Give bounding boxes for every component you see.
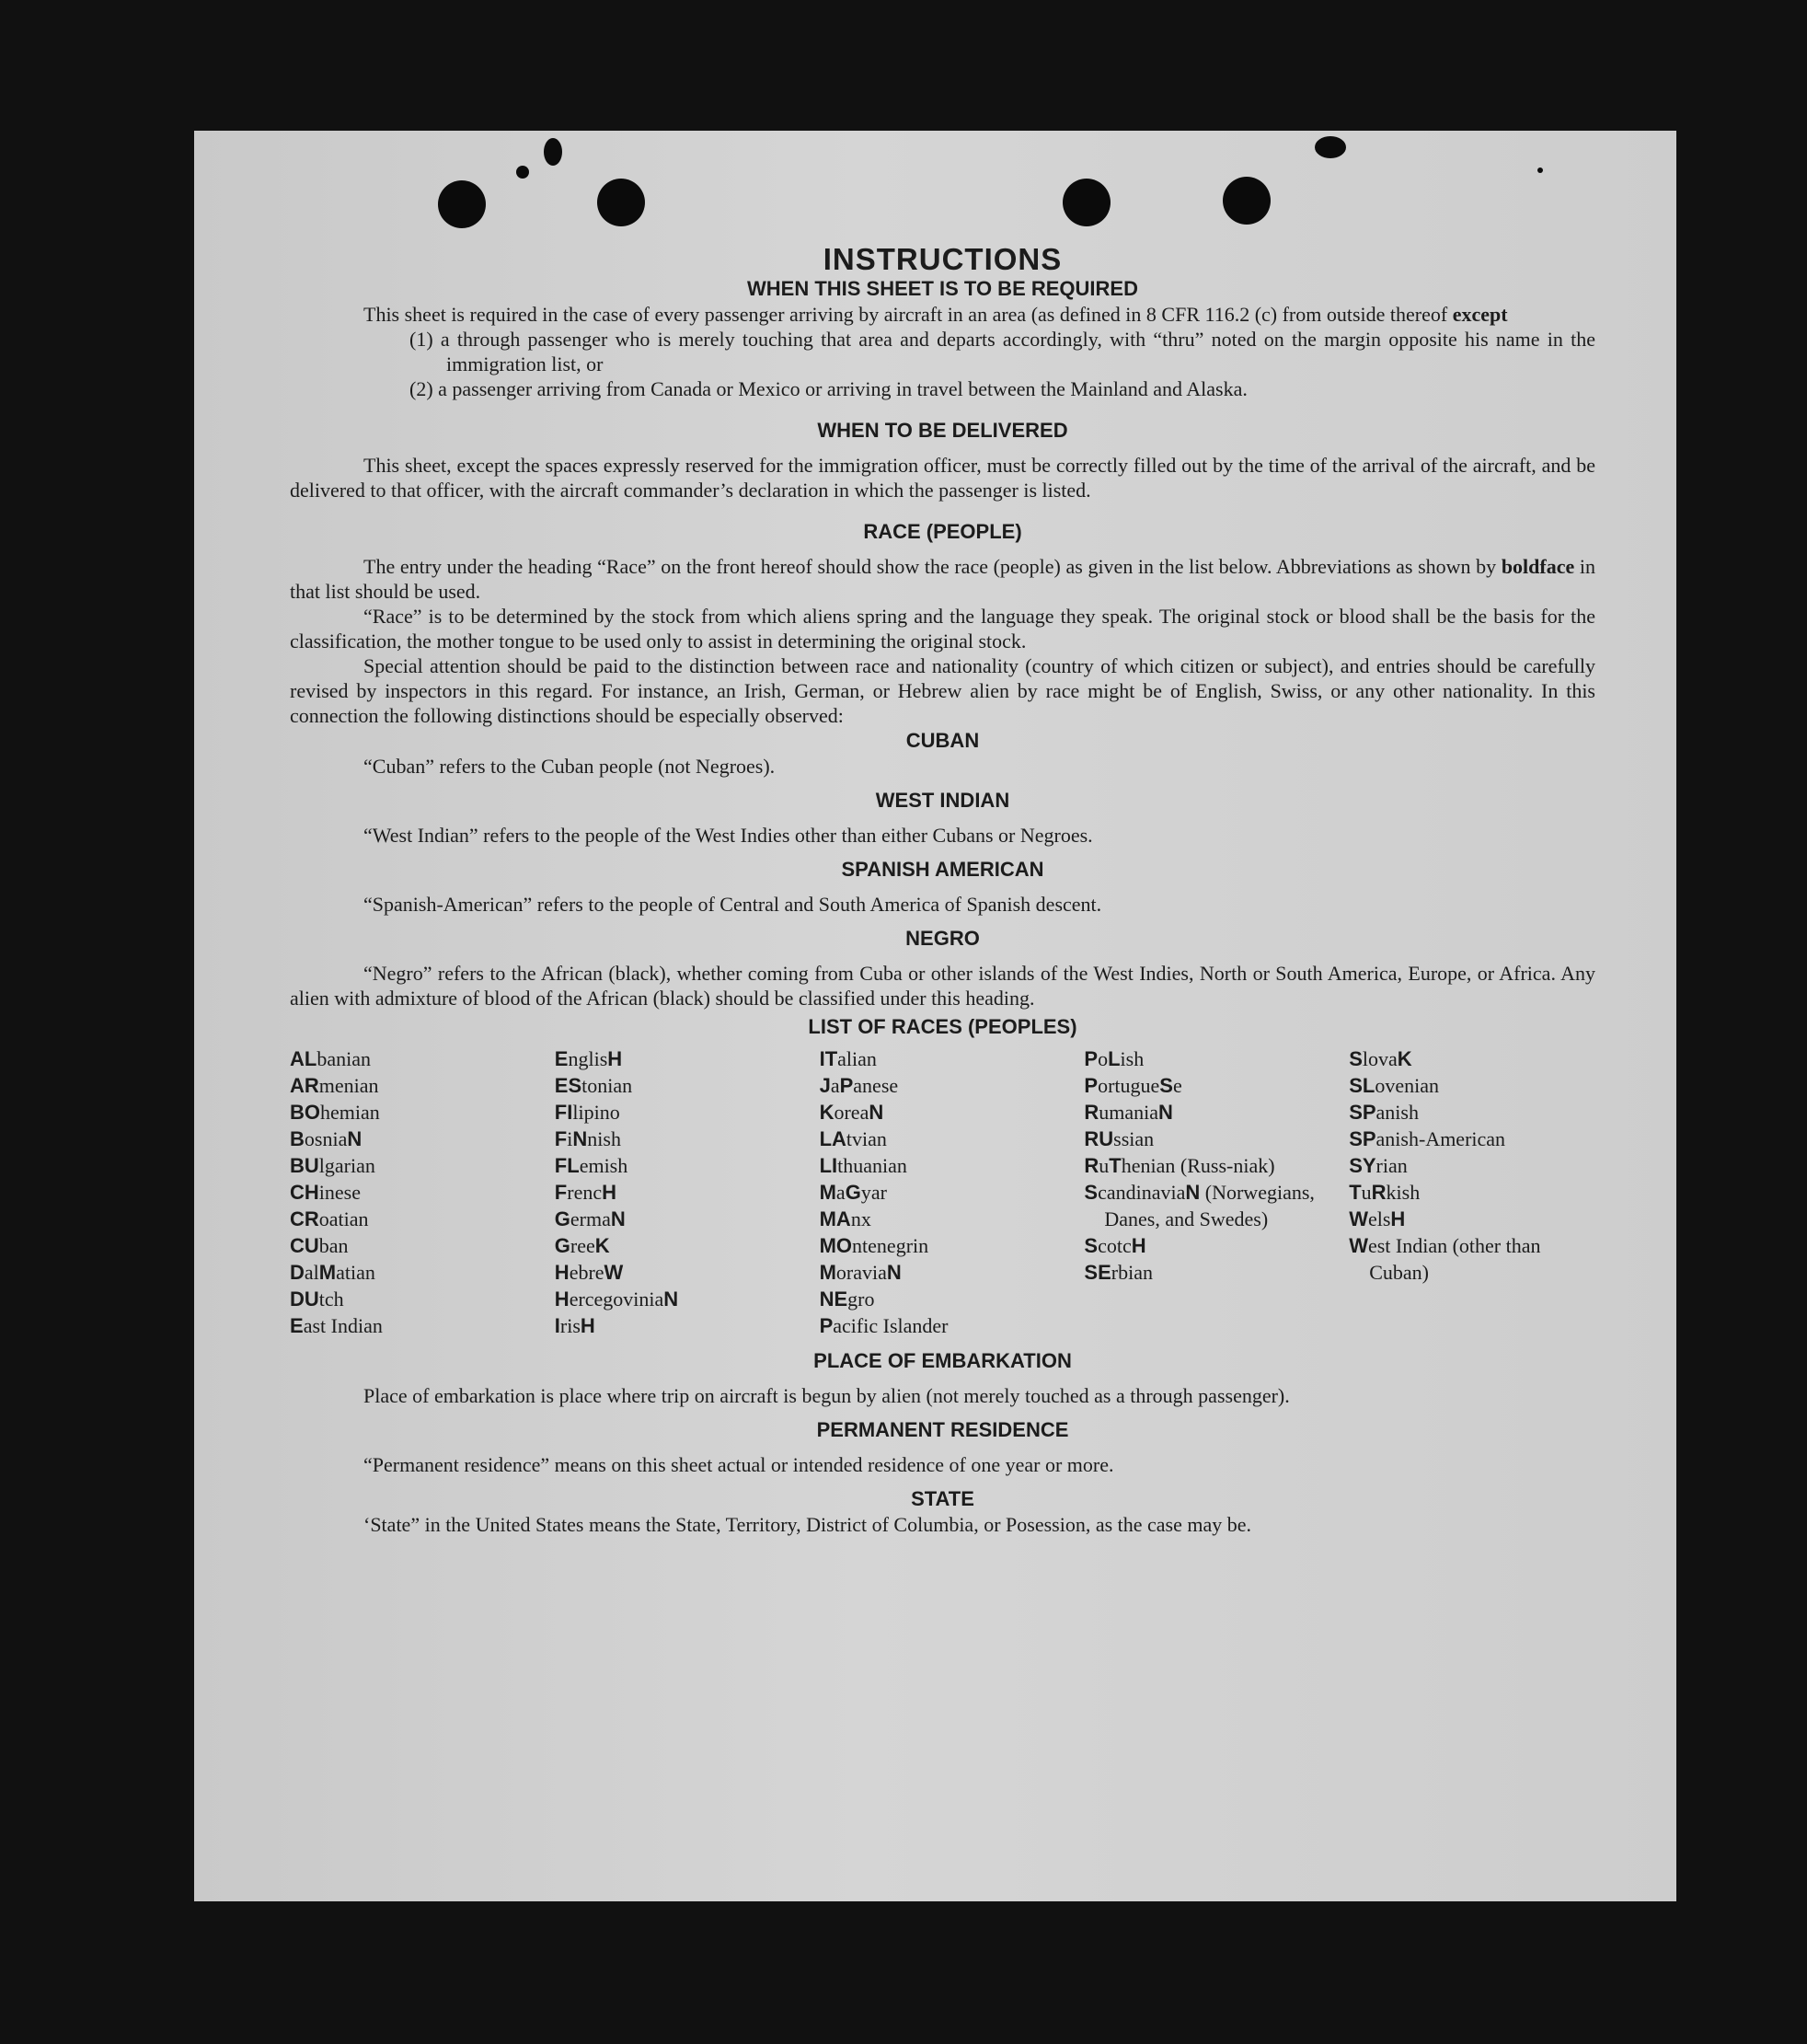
race-entry: GreeK — [554, 1234, 610, 1257]
race-entry: CRoatian — [290, 1207, 369, 1230]
race-entry: SLovenian — [1349, 1074, 1439, 1097]
paragraph: “West Indian” refers to the people of the West Indies other than either Cubans or Negroes. — [363, 824, 1093, 847]
page-title: INSTRUCTIONS — [823, 242, 1063, 276]
section-title: NEGRO — [905, 927, 980, 950]
race-entry: EStonian — [554, 1074, 633, 1097]
punch-hole — [1223, 177, 1271, 225]
exception-item: (2) a passenger arriving from Canada or Mexico or arriving in travel between the Mainland and Alaska. — [409, 377, 1248, 400]
race-entry: DUtch — [290, 1288, 344, 1311]
ink-speck — [544, 138, 562, 166]
paragraph: Place of embarkation is place where trip on aircraft is begun by alien (not merely touched as a through passenger). — [363, 1384, 1290, 1407]
section-when-delivered — [290, 418, 1595, 502]
section-west-indian — [290, 788, 1595, 848]
document-sheet — [194, 131, 1676, 1901]
section-title: STATE — [911, 1487, 974, 1510]
race-entry: DalMatian — [290, 1261, 375, 1284]
race-entry: KoreaN — [819, 1101, 884, 1124]
ink-speck — [516, 166, 529, 179]
exception-item: (1) a through passenger who is merely touching that area and departs accordingly, with “thru” noted on the margin opposite his name in the immigration list, or — [409, 328, 1595, 375]
paragraph: The entry under the heading “Race” on the front hereof should show the race (people) as given in the list below. Abbreviations as shown by boldface in that list should be used. — [290, 555, 1596, 603]
races-list — [290, 1045, 1595, 1339]
race-entry: MAnx — [819, 1207, 871, 1230]
race-entry: PortugueSe — [1084, 1074, 1182, 1097]
race-entry: Pacific Islander — [819, 1314, 949, 1337]
intro-paragraph: This sheet is required in the case of every passenger arriving by aircraft in an area (as defined in 8 CFR 116.2 (c) from outside thereof except — [363, 303, 1508, 326]
race-entry: WelsH — [1349, 1207, 1406, 1230]
races-column — [290, 1045, 536, 1339]
race-entry: ARmenian — [290, 1074, 379, 1097]
section-title: PERMANENT RESIDENCE — [816, 1418, 1069, 1441]
race-entry: EnglisH — [554, 1047, 623, 1070]
paragraph: “Race” is to be determined by the stock from which aliens spring and the language they speak. The original stock or blood shall be the basis for the classification, the mother tongue to be used only to assist in determining the original stock. — [290, 605, 1595, 652]
section-title: CUBAN — [905, 729, 980, 752]
race-entry: RuThenian (Russ-niak) — [1084, 1154, 1275, 1177]
ink-speck — [1537, 167, 1543, 173]
section-permanent-residence — [290, 1417, 1595, 1477]
section-title: RACE (PEOPLE) — [863, 520, 1022, 543]
punch-hole — [438, 180, 486, 228]
race-entry: ITalian — [819, 1047, 877, 1070]
race-entry: SPanish — [1349, 1101, 1419, 1124]
section-state — [290, 1486, 1595, 1537]
races-column — [555, 1045, 801, 1339]
race-entry: HercegoviniaN — [554, 1288, 679, 1311]
instructions-content — [290, 243, 1595, 1537]
race-entry: HebreW — [554, 1261, 624, 1284]
race-entry: ALbanian — [290, 1047, 371, 1070]
section-negro — [290, 926, 1595, 1010]
races-column — [820, 1045, 1066, 1339]
race-entry: MoraviaN — [819, 1261, 902, 1284]
paragraph: Special attention should be paid to the distinction between race and nationality (country of which citizen or subject), and entries should be carefully revised by inspectors in this regard. For instance, an Irish, German, or Hebrew alien by race might be of English, Swiss, or any other nationality. In this connection the following distinctions should be especially observed: — [290, 654, 1595, 727]
section-cuban — [290, 728, 1595, 779]
punch-hole — [597, 179, 645, 226]
section-title: WHEN THIS SHEET IS TO BE REQUIRED — [747, 277, 1138, 300]
paragraph: “Negro” refers to the African (black), whether coming from Cuba or other islands of the West Indies, North or South America, Europe, or Africa. Any alien with admixture of blood of the African (black) should be classified under this heading. — [290, 962, 1595, 1010]
race-entry: BosniaN — [290, 1127, 363, 1150]
race-entry: FrencH — [554, 1181, 616, 1204]
race-entry: GermaN — [554, 1207, 626, 1230]
race-entry: SErbian — [1084, 1261, 1153, 1284]
section-title: PLACE OF EMBARKATION — [813, 1349, 1072, 1372]
paragraph: This sheet, except the spaces expressly reserved for the immigration officer, must be correctly filled out by the time of the arrival of the aircraft, and be delivered to that officer, with the aircraft commander’s declaration in which the passenger is listed. — [290, 454, 1595, 502]
paragraph: ‘State” in the United States means the State, Territory, District of Columbia, or Posession, as the case may be. — [363, 1513, 1252, 1536]
race-entry: TuRkish — [1349, 1181, 1421, 1204]
race-entry: FIlipino — [554, 1101, 620, 1124]
race-entry: IrisH — [554, 1314, 595, 1337]
race-entry: FLemish — [554, 1154, 628, 1177]
race-entry: SlovaK — [1349, 1047, 1412, 1070]
race-entry: West Indian (other than Cuban) — [1349, 1234, 1541, 1284]
races-column — [1084, 1045, 1330, 1339]
section-title: LIST OF RACES (PEOPLES) — [808, 1015, 1077, 1038]
races-column — [1349, 1045, 1595, 1339]
section-place-of-embarkation — [290, 1348, 1595, 1408]
race-entry: NEgro — [819, 1288, 875, 1311]
paragraph: “Cuban” refers to the Cuban people (not Negroes). — [363, 755, 776, 778]
intro-bold: except — [1452, 303, 1508, 326]
section-race — [290, 519, 1595, 728]
race-entry: BUlgarian — [290, 1154, 375, 1177]
section-title: SPANISH AMERICAN — [841, 858, 1044, 881]
paragraph: “Permanent residence” means on this sheet actual or intended residence of one year or more. — [363, 1453, 1114, 1476]
race-entry: MaGyar — [819, 1181, 887, 1204]
race-entry: SYrian — [1349, 1154, 1408, 1177]
race-entry: ScandinaviaN (Norwegians, Danes, and Swedes) — [1084, 1181, 1315, 1230]
race-entry: PoLish — [1084, 1047, 1145, 1070]
race-entry: JaPanese — [819, 1074, 899, 1097]
race-entry: FiNnish — [554, 1127, 621, 1150]
race-entry: ScotcH — [1084, 1234, 1146, 1257]
section-when-required — [290, 276, 1595, 401]
race-entry: BOhemian — [290, 1101, 380, 1124]
race-entry: LAtvian — [819, 1127, 887, 1150]
section-list-of-races — [290, 1014, 1595, 1339]
race-entry: RUssian — [1084, 1127, 1155, 1150]
race-entry: East Indian — [290, 1314, 383, 1337]
race-entry: CUban — [290, 1234, 349, 1257]
ink-speck — [1315, 136, 1346, 158]
race-entry: MOntenegrin — [819, 1234, 929, 1257]
race-entry: SPanish-American — [1349, 1127, 1506, 1150]
section-spanish-american — [290, 857, 1595, 917]
paragraph: “Spanish-American” refers to the people of Central and South America of Spanish descent. — [363, 893, 1102, 916]
section-title: WHEN TO BE DELIVERED — [817, 419, 1068, 442]
punch-hole — [1063, 179, 1111, 226]
race-entry: LIthuanian — [819, 1154, 907, 1177]
section-title: WEST INDIAN — [875, 789, 1010, 812]
race-entry: CHinese — [290, 1181, 361, 1204]
race-entry: RumaniaN — [1084, 1101, 1173, 1124]
